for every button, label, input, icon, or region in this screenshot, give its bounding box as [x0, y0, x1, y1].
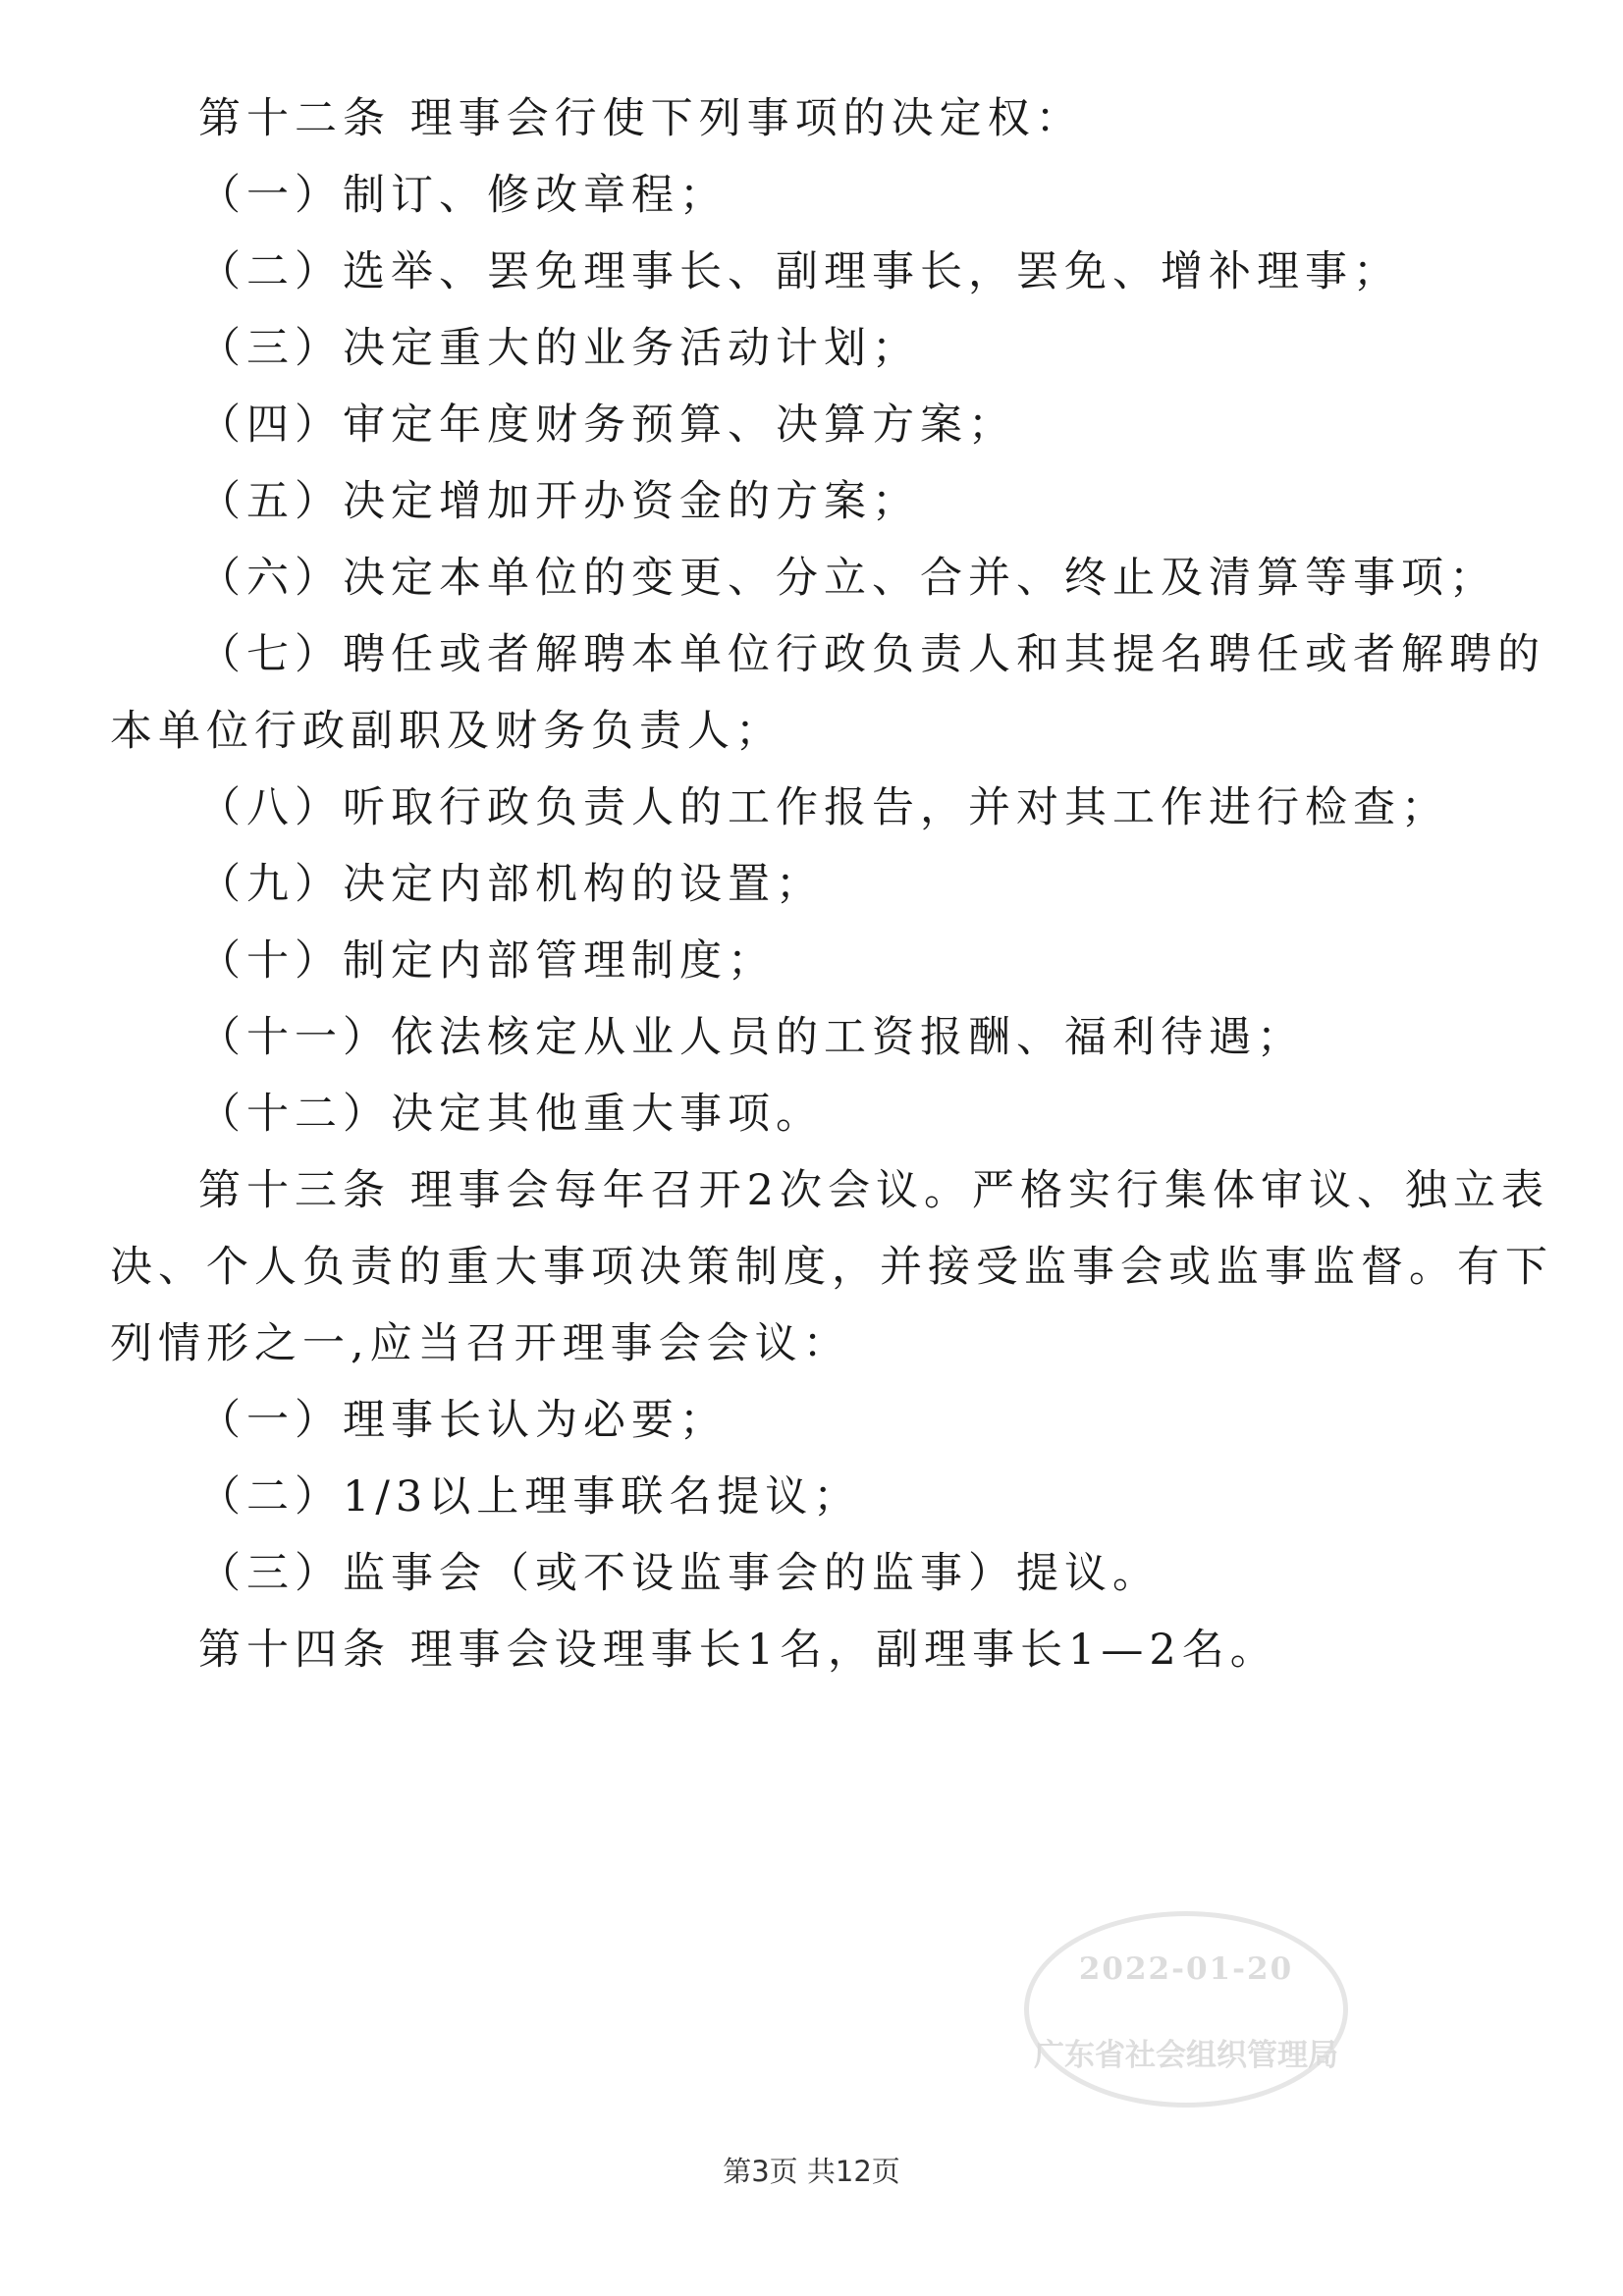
article-12-item-4: （四）审定年度财务预算、决算方案； — [198, 400, 1016, 450]
article-13-item-2: （二）1/3以上理事联名提议； — [198, 1472, 862, 1522]
article-12-item-8: （八）听取行政负责人的工作报告，并对其工作进行检查； — [198, 783, 1449, 832]
article-12-item-5: （五）决定增加开办资金的方案； — [198, 477, 920, 526]
article-12-item-3: （三）决定重大的业务活动计划； — [198, 324, 920, 373]
article-13-heading: 第十三条 理事会每年召开2次会议。严格实行集体审议、独立表 — [198, 1166, 1550, 1215]
article-12-heading: 第十二条 理事会行使下列事项的决定权： — [198, 94, 1084, 143]
article-12-item-2: （二）选举、罢免理事长、副理事长，罢免、增补理事； — [198, 247, 1401, 296]
seal-organization: 广东省社会组织管理局 — [1034, 2038, 1338, 2073]
seal-date: 2022-01-20 — [1078, 1951, 1294, 1987]
page-footer: 第3页 共12页 — [723, 2155, 900, 2188]
article-13-item-1: （一）理事长认为必要； — [198, 1396, 728, 1445]
article-12-item-1: （一）制订、修改章程； — [198, 171, 728, 220]
article-12-item-11: （十一）依法核定从业人员的工资报酬、福利待遇； — [198, 1013, 1305, 1062]
article-12-item-6: （六）决定本单位的变更、分立、合并、终止及清算等事项； — [198, 554, 1497, 603]
article-12-item-9: （九）决定内部机构的设置； — [198, 860, 824, 909]
article-12-item-12: （十二）决定其他重大事项。 — [198, 1090, 824, 1139]
article-12-item-7: （七）聘任或者解聘本单位行政负责人和其提名聘任或者解聘的 — [198, 630, 1545, 679]
article-13-continued-2: 列情形之一,应当召开理事会会议： — [110, 1319, 851, 1368]
document-body — [110, 90, 1553, 1698]
article-13-continued-1: 决、个人负责的重大事项决策制度，并接受监事会或监事监督。有下 — [110, 1243, 1553, 1292]
article-12-item-7-continued: 本单位行政副职及财务负责人； — [110, 707, 784, 756]
article-13-item-3: （三）监事会（或不设监事会的监事）提议。 — [198, 1549, 1161, 1598]
official-seal-stamp — [1024, 1911, 1348, 2108]
article-14-heading: 第十四条 理事会设理事长1名，副理事长1—2名。 — [198, 1626, 1278, 1675]
article-12-item-10: （十）制定内部管理制度； — [198, 936, 776, 986]
